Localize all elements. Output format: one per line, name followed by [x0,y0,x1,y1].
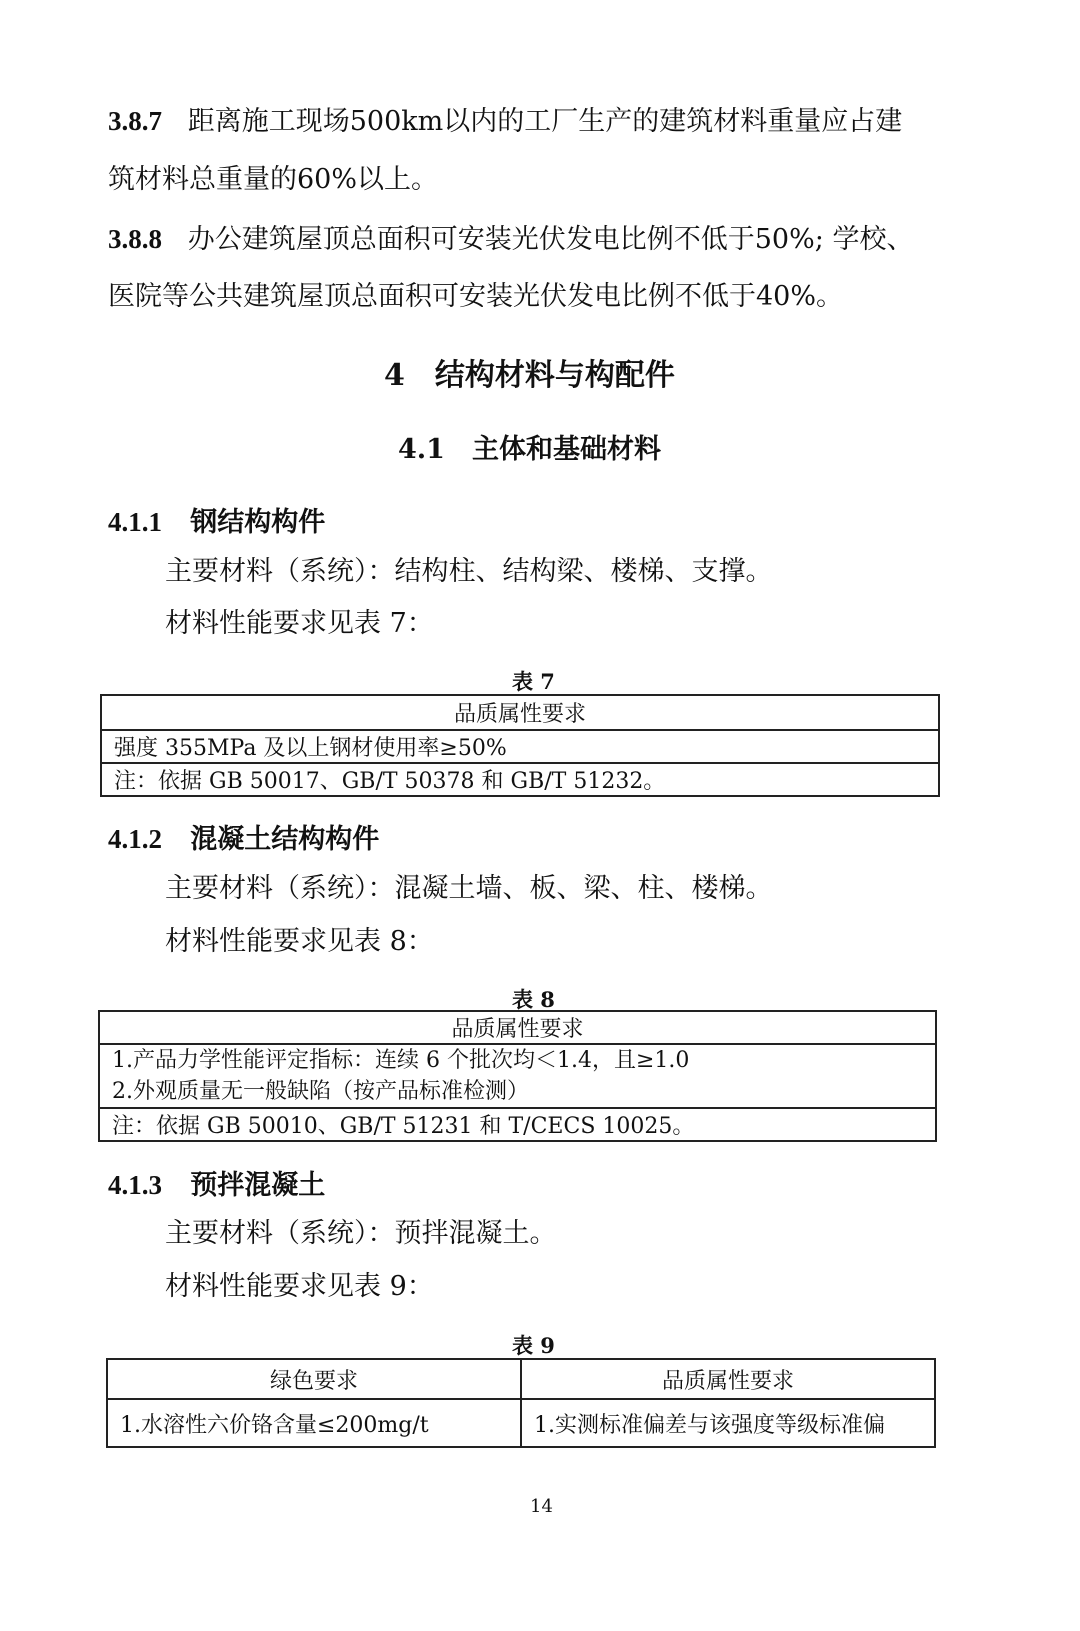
paragraph-3-8-7 [108,108,902,135]
main-materials-text: 主要材料（系统）：预拌混凝土。 [165,1218,557,1249]
table-7 [100,694,940,797]
subsection-title: 钢结构构件 [190,507,326,538]
table-cell: 1.水溶性六价铬含量≤200mg/t [107,1399,521,1447]
clause-number: 3.8.7 [108,106,162,136]
table-cell-line: 1.产品力学性能评定指标：连续 6 个批次均＜1.4，且≥1.0 [112,1048,690,1073]
table-reference-text: 材料性能要求见表 7： [165,608,434,639]
table-cell [99,1044,936,1108]
table-cell-line: 2.外观质量无一般缺陷（按产品标准检测） [112,1079,529,1104]
table-header-cell: 绿色要求 [107,1359,521,1399]
section-title: 4.1 主体和基础材料 [398,434,661,465]
table-9 [106,1358,936,1448]
table-reference-text: 材料性能要求见表 9： [165,1271,434,1302]
table-caption: 表 8 [512,987,555,1012]
paragraph-text: 距离施工现场500km以内的工厂生产的建筑材料重量应占建 [187,106,903,137]
subsection-heading-4-1-3 [108,1163,325,1202]
paragraph-3-8-7-cont: 筑材料总重量的60%以上。 [108,164,439,195]
clause-number: 4.1.3 [108,1170,162,1200]
subsection-heading-4-1-2 [108,817,379,856]
table-caption: 表 7 [512,669,555,694]
page-number: 14 [530,1496,553,1517]
subsection-heading-4-1-1 [108,500,325,539]
table-reference-text: 材料性能要求见表 8： [165,926,434,957]
main-materials-text: 主要材料（系统）：结构柱、结构梁、楼梯、支撑。 [165,556,773,587]
subsection-title: 预拌混凝土 [190,1170,326,1201]
paragraph-text: 办公建筑屋顶总面积可安装光伏发电比例不低于50%; 学校、 [187,224,914,255]
table-note: 注：依据 GB 50017、GB/T 50378 和 GB/T 51232。 [101,763,939,796]
subsection-title: 混凝土结构构件 [190,824,380,855]
clause-number: 4.1.1 [108,507,162,537]
paragraph-3-8-8 [108,226,913,253]
table-caption: 表 9 [512,1333,555,1358]
table-cell: 1.实测标准偏差与该强度等级标准偏 [521,1399,935,1447]
paragraph-3-8-8-cont: 医院等公共建筑屋顶总面积可安装光伏发电比例不低于40%。 [108,281,844,312]
table-header-cell: 品质属性要求 [101,695,939,730]
chapter-title: 4 结构材料与构配件 [384,358,675,393]
table-header-cell: 品质属性要求 [99,1011,936,1044]
main-materials-text: 主要材料（系统）：混凝土墙、板、梁、柱、楼梯。 [165,873,773,904]
table-8 [98,1010,937,1142]
clause-number: 4.1.2 [108,824,162,854]
table-cell: 强度 355MPa 及以上钢材使用率≥50% [101,730,939,763]
clause-number: 3.8.8 [108,224,162,254]
table-header-cell: 品质属性要求 [521,1359,935,1399]
table-note: 注：依据 GB 50010、GB/T 51231 和 T/CECS 10025。 [99,1108,936,1141]
